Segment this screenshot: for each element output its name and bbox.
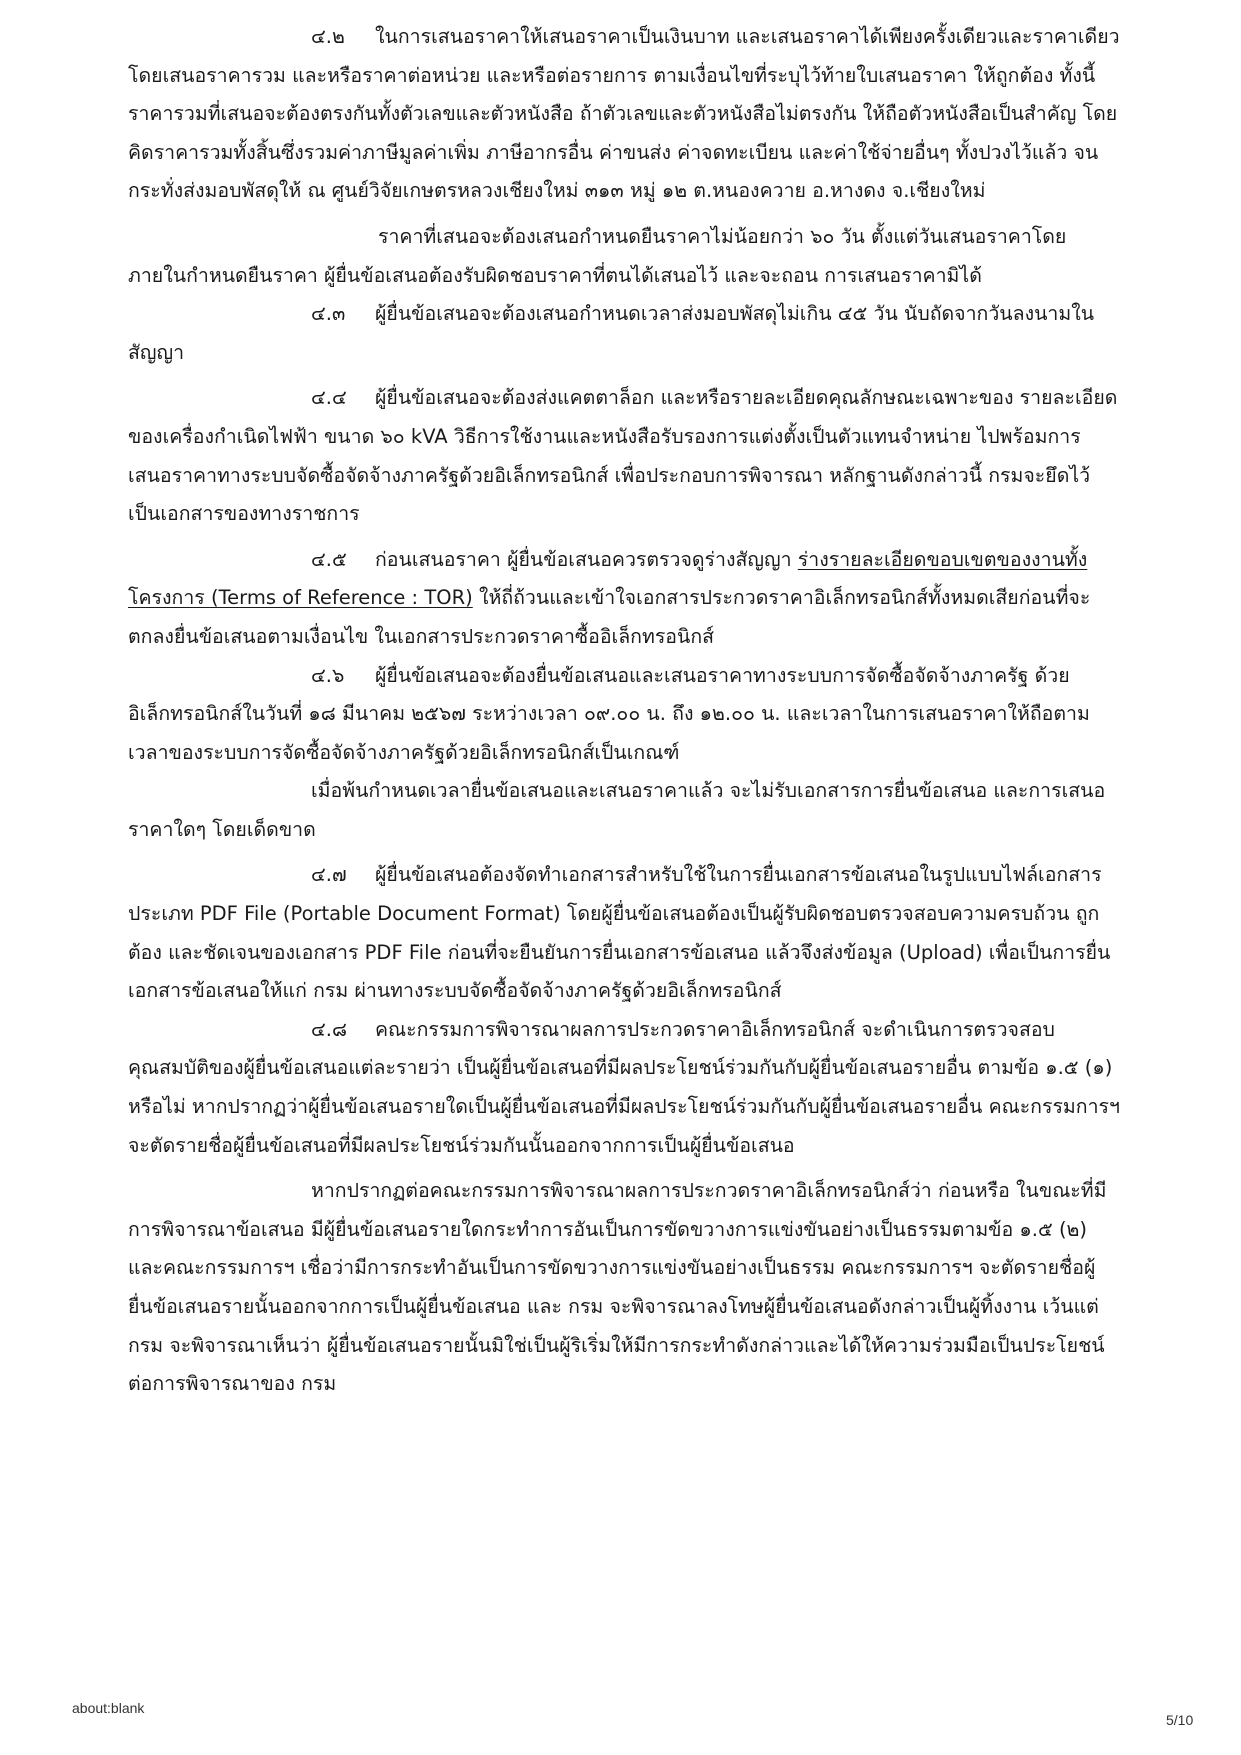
clause-text: ผู้ยื่นข้อเสนอจะต้องเสนอกำหนดเวลาส่งมอบพัสดุไม่เกิน ๔๕ วัน นับถัดจากวันลงนามในสัญญา <box>128 302 1095 364</box>
tor-reference: ร่างรายละเอียดขอบเขตของงานทั้งโครงการ (Terms of Reference : TOR) <box>128 547 1088 610</box>
clause-text-continued: ให้ถี่ถ้วนและเข้าใจเอกสารประกวดราคาอิเล็กทรอนิกส์ทั้งหมดเสียก่อนที่จะตกลงยื่นข้อเสนอตามเงื่อนไข ในเอกสารประกวดราคาซื้ออิเล็กทรอนิกส์ <box>128 586 1091 648</box>
footer-url: about:blank <box>72 1700 145 1716</box>
clause-number: ๔.๓ <box>311 302 346 326</box>
clause-4-3 <box>128 295 1120 372</box>
clause-text: ผู้ยื่นข้อเสนอจะต้องส่งแคตตาล็อก และหรือรายละเอียดคุณลักษณะเฉพาะของ รายละเอียดของเครื่องกำเนิดไฟฟ้า ขนาด ๖๐ kVA วิธีการใช้งานและหนังสือรับรองการแต่งตั้งเป็นตัวแทนจำหน่าย ไปพร้อมการเสนอราคาทางระบบจัดซื้อจัดจ้างภาครัฐด้วยอิเล็กทรอนิกส์ เพื่อประกอบการพิจารณา หลักฐานดังกล่าวนี้ กรมจะยึดไว้เป็นเอกสารของทางราชการ <box>128 386 1118 526</box>
clause-text: ผู้ยื่นข้อเสนอต้องจัดทำเอกสารสำหรับใช้ในการยื่นเอกสารข้อเสนอในรูปแบบไฟล์เอกสารประเภท PDF File (Portable Document Format) โดยผู้ยื่นข้อเสนอต้องเป็นผู้รับผิดชอบตรวจสอบความครบถ้วน ถูกต้อง และชัดเจนของเอกสาร PDF File ก่อนที่จะยืนยันการยื่นเอกสารข้อเสนอ แล้วจึงส่งข้อมูล (Upload) เพื่อเป็นการยื่นเอกสารข้อเสนอให้แก่ กรม ผ่านทางระบบจัดซื้อจัดจ้างภาครัฐด้วยอิเล็กทรอนิกส์ <box>128 863 1111 1003</box>
clause-number: ๔.๒ <box>311 25 345 48</box>
clause-number: ๔.๕ <box>311 547 347 571</box>
clause-4-7 <box>128 856 1120 1010</box>
clause-4-8 <box>128 1011 1120 1165</box>
clause-4-5 <box>128 541 1120 657</box>
clause-number: ๔.๗ <box>311 863 347 887</box>
clause-number: ๔.๖ <box>311 663 345 687</box>
clause-text: เมื่อพ้นกำหนดเวลายื่นข้อเสนอและเสนอราคาแล้ว จะไม่รับเอกสารการยื่นข้อเสนอ และการเสนอราคาใดๆ โดยเด็ดขาด <box>128 779 1106 841</box>
clause-4-8-collusion <box>128 1172 1120 1404</box>
clause-text: หากปรากฏต่อคณะกรรมการพิจารณาผลการประกวดราคาอิเล็กทรอนิกส์ว่า ก่อนหรือ ในขณะที่มีการพิจารณาข้อเสนอ มีผู้ยื่นข้อเสนอรายใดกระทำการอันเป็นการขัดขวางการแข่งขันอย่างเป็นธรรมตามข้อ ๑.๕ (๒) และคณะกรรมการฯ เชื่อว่ามีการกระทำอันเป็นการขัดขวางการแข่งขันอย่างเป็นธรรม คณะกรรมการฯ จะตัดรายชื่อผู้ยื่นข้อเสนอรายนั้นออกจากการเป็นผู้ยื่นข้อเสนอ และ กรม จะพิจารณาลงโทษผู้ยื่นข้อเสนอดังกล่าวเป็นผู้ทิ้งงาน เว้นแต่ กรม จะพิจารณาเห็นว่า ผู้ยื่นข้อเสนอรายนั้นมิใช่เป็นผู้ริเริ่มให้มีการกระทำดังกล่าวและได้ให้ความร่วมมือเป็นประโยชน์ ต่อการพิจารณาของ กรม <box>128 1179 1107 1396</box>
clause-text: ผู้ยื่นข้อเสนอจะต้องยื่นข้อเสนอและเสนอราคาทางระบบการจัดซื้อจัดจ้างภาครัฐ ด้วยอิเล็กทรอนิกส์ในวันที่ ๑๘ มีนาคม ๒๕๖๗ ระหว่างเวลา ๐๙.๐๐ น. ถึง ๑๒.๐๐ น. และเวลาในการเสนอราคาให้ถือตามเวลาของระบบการจัดซื้อจัดจ้างภาครัฐด้วยอิเล็กทรอนิกส์เป็นเกณฑ์ <box>128 663 1090 764</box>
clause-number: ๔.๔ <box>311 386 347 410</box>
clause-number: ๔.๘ <box>311 1017 348 1041</box>
page-number: 5/10 <box>1166 1712 1194 1728</box>
clause-4-6 <box>128 657 1120 773</box>
clause-text: ในการเสนอราคาให้เสนอราคาเป็นเงินบาท และเสนอราคาได้เพียงครั้งเดียวและราคาเดียว โดยเสนอราคารวม และหรือราคาต่อหน่วย และหรือต่อรายการ ตามเงื่อนไขที่ระบุไว้ท้ายใบเสนอราคา ให้ถูกต้อง ทั้งนี้ ราคารวมที่เสนอจะต้องตรงกันทั้งตัวเลขและตัวหนังสือ ถ้าตัวเลขและตัวหนังสือไม่ตรงกัน ให้ถือตัวหนังสือเป็นสำคัญ โดยคิดราคารวมทั้งสิ้นซึ่งรวมค่าภาษีมูลค่าเพิ่ม ภาษีอากรอื่น ค่าขนส่ง ค่าจดทะเบียน และค่าใช้จ่ายอื่นๆ ทั้งปวงไว้แล้ว จนกระทั่งส่งมอบพัสดุให้ ณ ศูนย์วิจัยเกษตรหลวงเชียงใหม่ ๓๑๓ หมู่ ๑๒ ต.หนองควาย อ.หางดง จ.เชียงใหม่ <box>128 25 1120 203</box>
document-body <box>128 18 1120 1404</box>
clause-text: คณะกรรมการพิจารณาผลการประกวดราคาอิเล็กทรอนิกส์ จะดำเนินการตรวจสอบคุณสมบัติของผู้ยื่นข้อเสนอแต่ละรายว่า เป็นผู้ยื่นข้อเสนอที่มีผลประโยชน์ร่วมกันกับผู้ยื่นข้อเสนอรายอื่น ตามข้อ ๑.๕ (๑) หรือไม่ หากปรากฏว่าผู้ยื่นข้อเสนอรายใดเป็นผู้ยื่นข้อเสนอที่มีผลประโยชน์ร่วมกันกับผู้ยื่นข้อเสนอรายอื่น คณะกรรมการฯ จะตัดรายชื่อผู้ยื่นข้อเสนอที่มีผลประโยชน์ร่วมกันนั้นออกจากการเป็นผู้ยื่นข้อเสนอ <box>128 1017 1120 1157</box>
clause-4-4 <box>128 379 1120 533</box>
clause-text: ก่อนเสนอราคา ผู้ยื่นข้อเสนอควรตรวจดูร่างสัญญา <box>375 547 798 571</box>
clause-text: ราคาที่เสนอจะต้องเสนอกำหนดยืนราคาไม่น้อยกว่า ๖๐ วัน ตั้งแต่วันเสนอราคาโดยภายในกำหนดยืนราคา ผู้ยื่นข้อเสนอต้องรับผิดชอบราคาที่ตนได้เสนอไว้ และจะถอน การเสนอราคามิได้ <box>128 224 1067 287</box>
clause-4-2 <box>128 18 1120 211</box>
clause-4-2-price-validity <box>128 218 1120 295</box>
clause-4-6-deadline <box>128 772 1120 849</box>
